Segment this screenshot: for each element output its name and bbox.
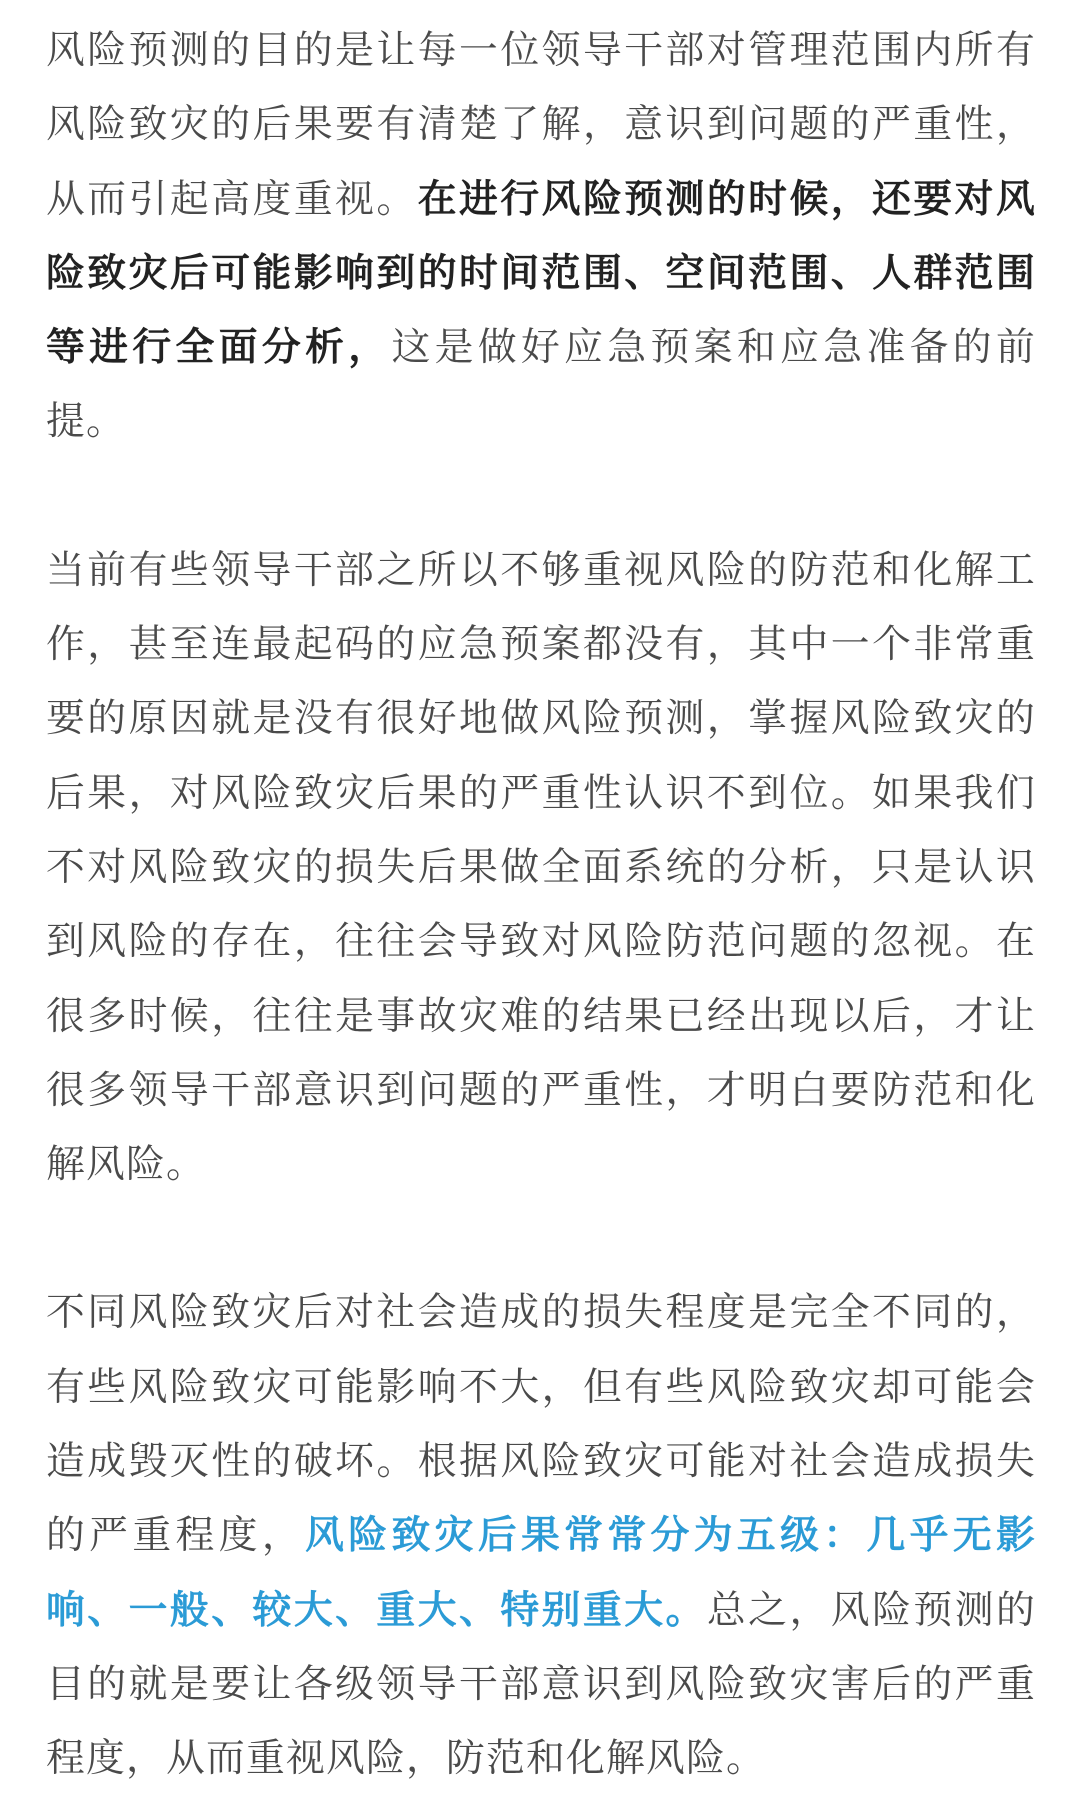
- paragraph-2: [46, 534, 1036, 1203]
- paragraph-1: [46, 14, 1036, 460]
- paragraph-1-text-b: 这是做好应急预案和应急准备的前提。: [46, 325, 1036, 445]
- paragraph-3-text-b: 总之，风险预测的目的就是要让各级领导干部意识到风险致灾害后的严重程度，从而重视风险，防范和化解风险。: [46, 1587, 1036, 1782]
- paragraph-3: [46, 1276, 1036, 1796]
- paragraph-3-text-a: 不同风险致灾后对社会造成的损失程度是完全不同的，有些风险致灾可能影响不大，但有些风险致灾却可能会造成毁灭性的破坏。根据风险致灾可能对社会造成损失的严重程度，: [46, 1290, 1036, 1559]
- article-body: [46, 14, 1036, 1797]
- paragraph-3-highlight-text: 风险致灾后果常常分为五级：几乎无影响、一般、较大、重大、特别重大。: [46, 1513, 1036, 1633]
- paragraph-2-text: 当前有些领导干部之所以不够重视风险的防范和化解工作，甚至连最起码的应急预案都没有，其中一个非常重要的原因就是没有很好地做风险预测，掌握风险致灾的后果，对风险致灾后果的严重性认识不到位。如果我们不对风险致灾的损失后果做全面系统的分析，只是认识到风险的存在，往往会导致对风险防范问题的忽视。在很多时候，往往是事故灾难的结果已经出现以后，才让很多领导干部意识到问题的严重性，才明白要防范和化解风险。: [46, 547, 1036, 1188]
- paragraph-1-text-a: 风险预测的目的是让每一位领导干部对管理范围内所有风险致灾的后果要有清楚了解，意识到问题的严重性，从而引起高度重视。: [46, 28, 1036, 222]
- paragraph-1-bold-text: 在进行风险预测的时候，还要对风险致灾后可能影响到的时间范围、空间范围、人群范围等进行全面分析，: [46, 176, 1036, 371]
